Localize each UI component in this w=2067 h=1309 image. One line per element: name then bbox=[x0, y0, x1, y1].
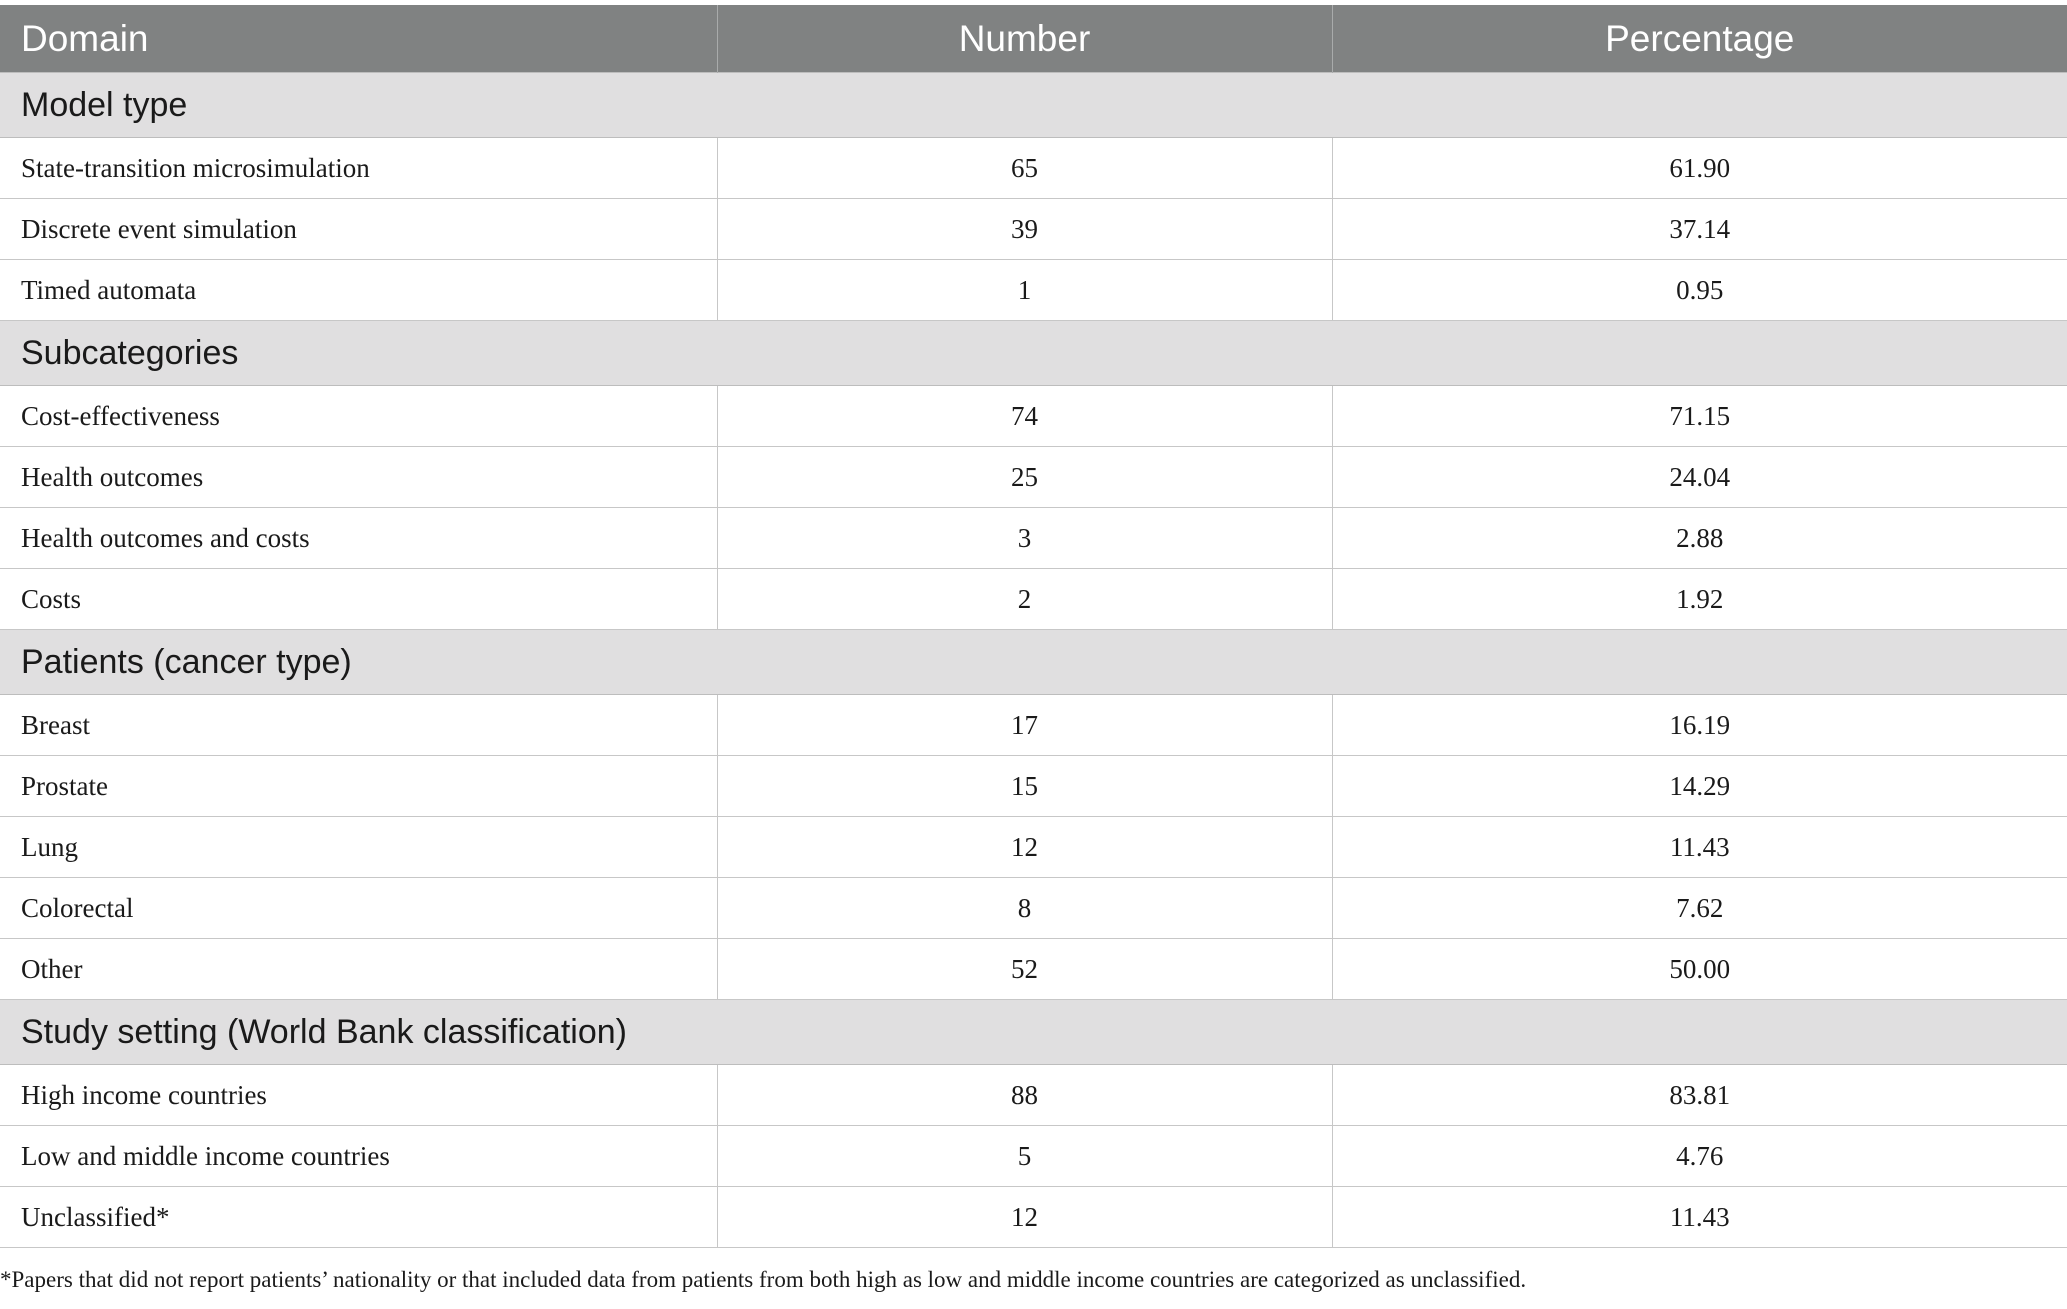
row-percentage: 16.19 bbox=[1332, 695, 2067, 756]
table-row bbox=[0, 138, 2067, 199]
table-row bbox=[0, 695, 2067, 756]
row-percentage: 4.76 bbox=[1332, 1126, 2067, 1187]
row-number: 65 bbox=[717, 138, 1332, 199]
row-percentage: 11.43 bbox=[1332, 817, 2067, 878]
row-number: 52 bbox=[717, 939, 1332, 1000]
row-percentage: 83.81 bbox=[1332, 1065, 2067, 1126]
row-label: Other bbox=[0, 939, 717, 1000]
row-number: 8 bbox=[717, 878, 1332, 939]
row-label: Health outcomes bbox=[0, 447, 717, 508]
row-number: 12 bbox=[717, 1187, 1332, 1248]
table-row bbox=[0, 508, 2067, 569]
row-label: Costs bbox=[0, 569, 717, 630]
row-percentage: 37.14 bbox=[1332, 199, 2067, 260]
table-row bbox=[0, 756, 2067, 817]
table-row bbox=[0, 447, 2067, 508]
row-label: State-transition microsimulation bbox=[0, 138, 717, 199]
table-row bbox=[0, 569, 2067, 630]
table-body bbox=[0, 73, 2067, 1248]
row-number: 2 bbox=[717, 569, 1332, 630]
row-label: Unclassified* bbox=[0, 1187, 717, 1248]
row-label: Cost-effectiveness bbox=[0, 386, 717, 447]
table-row bbox=[0, 1126, 2067, 1187]
row-number: 5 bbox=[717, 1126, 1332, 1187]
table-footnote: *Papers that did not report patients’ nationality or that included data from patients from both high as low and middle income countries are categorized as unclassified. bbox=[0, 1267, 1527, 1292]
row-label: Low and middle income countries bbox=[0, 1126, 717, 1187]
row-number: 39 bbox=[717, 199, 1332, 260]
row-number: 25 bbox=[717, 447, 1332, 508]
section-title: Study setting (World Bank classification) bbox=[0, 1000, 2067, 1065]
row-label: Health outcomes and costs bbox=[0, 508, 717, 569]
section-title: Model type bbox=[0, 73, 2067, 138]
row-percentage: 50.00 bbox=[1332, 939, 2067, 1000]
row-percentage: 2.88 bbox=[1332, 508, 2067, 569]
row-label: Breast bbox=[0, 695, 717, 756]
row-number: 3 bbox=[717, 508, 1332, 569]
header-percentage: Percentage bbox=[1332, 5, 2067, 73]
row-number: 15 bbox=[717, 756, 1332, 817]
table-row bbox=[0, 817, 2067, 878]
row-percentage: 61.90 bbox=[1332, 138, 2067, 199]
table-row bbox=[0, 260, 2067, 321]
header-number: Number bbox=[717, 5, 1332, 73]
row-label: Prostate bbox=[0, 756, 717, 817]
header-domain: Domain bbox=[0, 5, 717, 73]
row-label: High income countries bbox=[0, 1065, 717, 1126]
row-percentage: 11.43 bbox=[1332, 1187, 2067, 1248]
section-title: Patients (cancer type) bbox=[0, 630, 2067, 695]
row-percentage: 24.04 bbox=[1332, 447, 2067, 508]
row-label: Lung bbox=[0, 817, 717, 878]
table-row bbox=[0, 199, 2067, 260]
table-header bbox=[0, 5, 2067, 73]
row-percentage: 71.15 bbox=[1332, 386, 2067, 447]
section-row-study-setting bbox=[0, 1000, 2067, 1065]
table-row bbox=[0, 939, 2067, 1000]
table-row bbox=[0, 386, 2067, 447]
row-number: 17 bbox=[717, 695, 1332, 756]
table-row bbox=[0, 878, 2067, 939]
section-row-model-type bbox=[0, 73, 2067, 138]
row-number: 88 bbox=[717, 1065, 1332, 1126]
row-percentage: 7.62 bbox=[1332, 878, 2067, 939]
row-label: Timed automata bbox=[0, 260, 717, 321]
section-row-subcategories bbox=[0, 321, 2067, 386]
table-row bbox=[0, 1065, 2067, 1126]
row-percentage: 1.92 bbox=[1332, 569, 2067, 630]
row-label: Colorectal bbox=[0, 878, 717, 939]
row-percentage: 14.29 bbox=[1332, 756, 2067, 817]
header-row bbox=[0, 5, 2067, 73]
row-number: 1 bbox=[717, 260, 1332, 321]
table-container bbox=[0, 5, 2067, 1248]
table-row bbox=[0, 1187, 2067, 1248]
row-number: 12 bbox=[717, 817, 1332, 878]
row-label: Discrete event simulation bbox=[0, 199, 717, 260]
row-percentage: 0.95 bbox=[1332, 260, 2067, 321]
section-row-patients bbox=[0, 630, 2067, 695]
section-title: Subcategories bbox=[0, 321, 2067, 386]
results-table bbox=[0, 5, 2067, 1248]
row-number: 74 bbox=[717, 386, 1332, 447]
